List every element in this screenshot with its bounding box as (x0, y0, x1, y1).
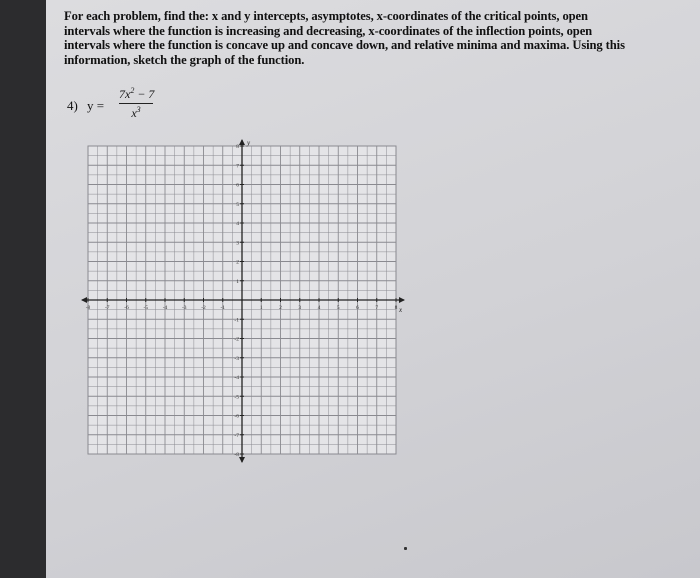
instructions-line-3: intervals where the function is concave up and concave down, and relative minima and maxima. Using this (64, 38, 625, 53)
x-tick-label: -7 (104, 305, 110, 311)
y-tick-label: -6 (234, 413, 239, 420)
y-tick-label: 6 (236, 182, 239, 189)
x-tick-label: 6 (356, 305, 359, 311)
x-tick-label: -1 (220, 305, 226, 311)
x-tick-label: -8 (85, 305, 91, 311)
x-tick-label: -6 (124, 305, 129, 311)
denominator: $x^3$ (131, 105, 141, 120)
y-axis-arrow-down (239, 457, 245, 463)
y-tick-label: 1 (236, 278, 239, 285)
y-tick-label: -1 (234, 317, 239, 324)
y-tick-label: 5 (236, 201, 239, 208)
x-tick-label: 4 (317, 305, 321, 311)
instructions-line-2: intervals where the function is increasing and decreasing, x-coordinates of the inflection points, open (64, 23, 593, 38)
y-tick-label: -3 (234, 355, 239, 362)
x-axis-arrow-right (399, 297, 405, 303)
y-tick-label: 8 (236, 144, 239, 150)
x-tick-label: 7 (375, 305, 379, 311)
x-axis-label: x (399, 306, 403, 314)
x-tick-label: 5 (336, 305, 340, 311)
instructions-line-1: For each problem, find the: x and y intercepts, asymptotes, x-coordinates of the critical points, open (64, 9, 588, 23)
y-axis-label: y (247, 139, 251, 147)
fraction-bar (119, 103, 153, 104)
coordinate-grid[interactable] (80, 138, 405, 468)
x-tick-label: 3 (298, 305, 302, 311)
y-tick-label: 3 (236, 240, 239, 247)
y-axis-arrow-up (239, 139, 245, 145)
y-tick-label: 7 (236, 163, 239, 170)
x-tick-label: 8 (394, 305, 398, 311)
rational-function (119, 86, 153, 121)
y-tick-label: -8 (234, 452, 239, 458)
x-axis-arrow-left (81, 297, 87, 303)
x-tick-label: 1 (259, 305, 263, 311)
y-tick-label: -4 (234, 375, 239, 381)
x-tick-label: -5 (143, 305, 149, 311)
y-tick-label: -7 (234, 432, 239, 439)
graph-paper (80, 138, 405, 463)
pen-mark (404, 547, 407, 550)
y-tick-label: 4 (236, 221, 239, 227)
instructions-line-4: information, sketch the graph of the function. (64, 52, 305, 67)
numerator: $7x^2 - 7$ (119, 86, 155, 101)
x-tick-label: -4 (162, 305, 168, 311)
y-tick-label: -2 (234, 336, 239, 343)
x-tick-label: -2 (201, 305, 206, 311)
instructions-text (64, 9, 688, 67)
x-tick-label: 2 (279, 305, 282, 311)
y-tick-label: 2 (236, 259, 239, 266)
x-tick-label: -3 (181, 305, 187, 311)
y-tick-label: -5 (234, 394, 239, 401)
equation-lhs: y = (87, 98, 105, 113)
problem-number: 4) (67, 98, 78, 113)
